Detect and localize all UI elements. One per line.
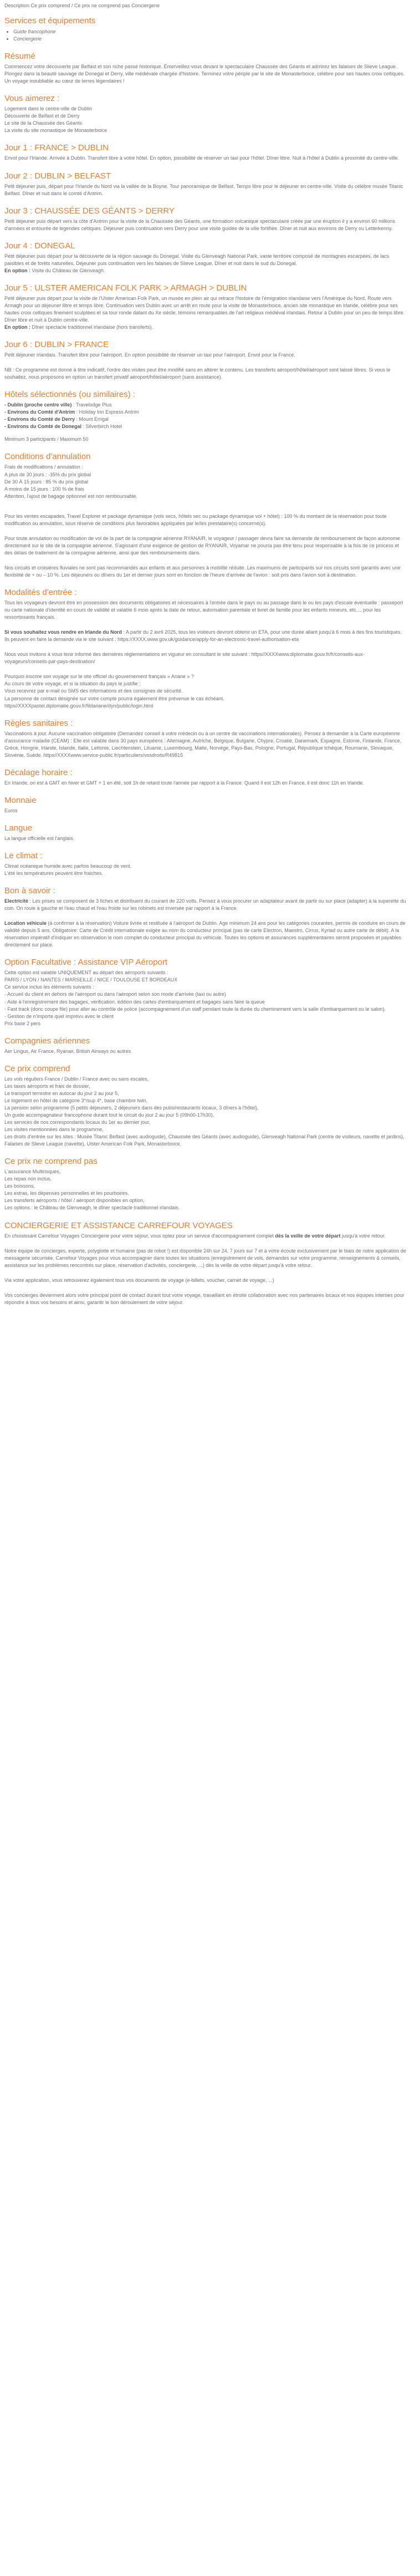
horaire-title: Décalage horaire :	[4, 767, 73, 777]
concierge-title: CONCIERGERIE ET ASSISTANCE CARREFOUR VOYAGES	[4, 1220, 233, 1230]
necomprend-list	[4, 1168, 407, 1211]
nb-text: NB : Ce programme est donné à titre indicatif, l'ordre des visites peut être modifié sans en altérer le contenu. Les transferts aéroport/hôtel/aéroport sont laissé libres. Si vous le souhaitez, nous proposons en option un transfert privatif aéroport/hôtel/aéroport (sans assistance).	[4, 367, 391, 380]
hotel-item	[4, 409, 407, 416]
concierge-intro	[4, 1233, 407, 1240]
attend-item: Le site de la Chaussée des Géants	[4, 120, 83, 126]
day-1-text: Envol pour l'Irlande. Arrivée à Dublin. Transfert libre à votre hôtel. En option, possibilité de réserver un taxi pour l'hôtel. Dîner libre. Nuit à l'hôtel à Dublin à proximité du centre-ville.	[4, 155, 399, 161]
concierge-intro-b: jusqu'à votre retour.	[340, 1233, 386, 1239]
comprend-item: Les services de nos correspondants locaux du 1er au dernier jour,	[4, 1119, 151, 1126]
langue-text: La langue officielle est l'anglais.	[4, 835, 75, 841]
concierge-contact: Vos concierges deviennent alors votre principal point de contact durant tout votre voyage, travaillant en étroite collaboration avec nos partenaires locaux et nos équipes internes pour répondre à tous vos besoins et ainsi, garantir le bon déroulement de votre séjour.	[4, 1292, 404, 1305]
concierge-intro-a: En choisissant Carrefour Voyages Conciergerie pour votre séjour, vous optez pour un service d'accompagnement complet	[4, 1233, 275, 1239]
concierge-app: Via votre application, vous retrouverez également tous vos documents de voyage (e-billets, voucher, carnet de voyage, ...)	[4, 1277, 274, 1283]
vip-line: - Accueil du client en dehors de l'aéroport ou dans l'aéroport selon son mode d'arrivée (taxi ou autre)	[4, 991, 226, 997]
vip-line: Cette option est valable UNIQUEMENT au départ des aéroports suivants :	[4, 970, 168, 976]
comprend-item: Un guide accompagnateur francophone durant tout le circuit du jour 2 au jour 5 (09h00-17h30),	[4, 1112, 214, 1118]
hotel-item	[4, 416, 407, 423]
location-text: (à confirmer à la réservation) Voiture livrée et restituée à l'aéroport de Dublin. Age minimum 24 ans pour les catégories courantes, permis de conduire en cours de validité depuis 5 ans. Obligatoire: Carte de Crédit internationale exigée au nom du conducteur principal (pas de carte Electron, Maestro, Cirrus, Kyriad ou autre carte de débit). A la réservation impératif d'indiquer en observation le nom complet du conducteur principal du véhicule. Toutes les options et assurances supplémentaires seront proposées et payables directement sur place.	[4, 920, 406, 948]
vip-line: - Aide à l'enregistrement des bagages, vérification, édition des cartes d'embarquement et bagages sans faire la queue	[4, 999, 265, 1005]
comprend-list	[4, 1076, 407, 1148]
comprend-item: Les taxes aéroports et frais de dossier,	[4, 1083, 90, 1089]
vip-text	[4, 969, 407, 1027]
entree-eta-text: : A partir du 2 avril 2025, tous les visiteurs devront obtenir un ETA, pour une durée allant jusqu'à 6 mois à des fins touristiques. Ils peuvent en faire la demande via le site suivant : https://XXXX.www.gov.uk/guidance/apply-for-an-electronic-travel-authorisation-eta	[4, 629, 402, 643]
location-label: Location véhicule	[4, 920, 47, 926]
day-2-title: Jour 2 : DUBLIN > BELFAST	[4, 171, 111, 181]
day-2-text: Petit déjeuner puis, départ pour l'Irlande du Nord via la vallée de la Boyne. Tour panoramique de Belfast. Temps libre pour le déjeuner en centre-ville. Visite du célèbre musée Titanic Belfast. Dîner et nuit dans le comté d'Antrim.	[4, 183, 403, 196]
day-4-option-text: Visite du Château de Glenveagh.	[30, 267, 105, 273]
hotel-name: : Holiday Inn Express Antrim	[75, 409, 139, 415]
resume-text: Commencez votre découverte par Belfast et son riche passé historique. Émerveillez-vous devant le spectaculaire Chaussée des Géants et admirez les falaises de Slieve League. Plongez dans la beauté sauvage de Donegal et Derry, ville médiévale chargée d'histoire. Terminez votre périple par le site de Monasterboice, célèbre pour ses hautes croix celtiques. Un voyage inoubliable au cœur de terres légendaires !	[4, 64, 405, 84]
necomprend-item: Les repas non inclus,	[4, 1176, 52, 1182]
compagnies-title: Compagnies aériennes	[4, 1036, 90, 1046]
sante-title: Règles sanitaires :	[4, 718, 73, 728]
day-5-option-label: En option :	[4, 324, 30, 330]
day-1-title: Jour 1 : FRANCE > DUBLIN	[4, 143, 109, 153]
attend-list	[4, 105, 407, 134]
conditions-line: A plus de 30 jours : -35% du prix global	[4, 471, 91, 477]
comprend-item: Les vols réguliers France / Dublin / France avec ou sans escales,	[4, 1076, 149, 1082]
monnaie-title: Monnaie	[4, 795, 37, 805]
conditions-ryanair: Pour toute annulation ou modification de vol de la part de la compagnie aérienne RYANAIR, le voyageur / passager devra faire sa demande de remboursement de façon autonome directement sur le site de la compagnie aérienne. S'agissant d'une exigence de gestion de RYANAIR, Voyamar ne pourra pas être tenu pour responsable à la fois de ce process et des délais de traitement de la compagnie aérienne, ainsi que des remboursements dans.	[4, 535, 400, 556]
participants-text: Minimum 3 participants / Maximum 50	[4, 436, 89, 442]
entree-eta-label: Si vous souhaitez vous rendre en Irlande du Nord	[4, 629, 122, 635]
resume-title: Résumé	[4, 52, 35, 62]
day-4-option-label: En option :	[4, 267, 30, 273]
attend-item: Découverte de Belfast et de Derry	[4, 113, 80, 119]
services-item: • Conciergerie	[13, 35, 407, 43]
necomprend-item: Les options : le Château de Glenveagh, le dîner spectacle traditionnel irlandais.	[4, 1205, 180, 1211]
attend-item: La visite du site monastique de Monasterboice	[4, 128, 107, 134]
hotel-name: : Silverbirch Hotel	[81, 424, 122, 430]
necomprend-item: Les extras, les dépenses personnelles et les pourboires,	[4, 1190, 129, 1197]
comprend-item: La pension selon programme (5 petits déjeuners, 2 déjeuners dans des pubs/restaurants locaux, 3 dîners à l'hôtel),	[4, 1104, 259, 1111]
concierge-team: Notre équipe de concierges, experte, polyglotte et humaine (pas de robot !) est disponible 24h sur 24, 7 jours sur 7 et à votre écoute exclusivement par le biais de notre application de messagerie sécurisée, Carrefour Voyages pour vous accompagner dans toutes les situations (enregistrement de vols, demandes sur votre programme, renseignements & conseils, assistance sur les problèmes rencontrés sur place, réservation d'activités, conciergerie, ...) dès la veille de votre départ jusqu'à votre retour.	[4, 1248, 406, 1268]
day-6-text: Petit déjeuner irlandais. Transfert libre pour l'aéroport. En option possibilité de réserver un taxi pour l'aéroport. Envol pour la France.	[4, 352, 295, 358]
conditions-line: Frais de modifications / annulation :	[4, 464, 83, 470]
attend-title: Vous aimerez :	[4, 94, 60, 104]
climat-text	[4, 863, 407, 877]
necomprend-item: Les transferts aéroports / hôtel / aéroport disponibles en option,	[4, 1198, 145, 1204]
hotel-location: - Environs du Comté de Donegal	[4, 424, 82, 430]
hotels-title: Hôtels sélectionnés (ou similaires) :	[4, 390, 135, 400]
conditions-packages: Pour les ventes escapades, Travel Explorer et package dynamique (vols secs, hôtels sec ou package dynamique vol + hôtel) : 100 % du montant de la réservation pour toute modification ou annulation, sous réserve de conditions plus favorables appliquées par le/les prestataire(s) concerné(s).	[4, 513, 387, 526]
comprend-item: Les visites mentionnées dans le programme,	[4, 1127, 104, 1133]
vip-line: - Fast track (donc coupe file) pour aller au contrôle de police (accompagnement d'un staff pendant toute la durée du cheminement vers la salle d'embarquement ou le salon).	[4, 1006, 386, 1012]
vip-line: Prix base 2 pers	[4, 1020, 41, 1026]
day-5-text	[4, 295, 407, 331]
conditions-line: Attention, l'ajout de bagage optionnel est non remboursable.	[4, 493, 137, 499]
necomprend-item: Les boissons,	[4, 1183, 35, 1189]
comprend-item: Le logement en hôtel de catégorie 3*/sup 4*, base chambre twin,	[4, 1097, 148, 1103]
day-4-title: Jour 4 : DONEGAL	[4, 241, 75, 251]
day-4-body: Petit déjeuner puis départ pour la découverte de la région sauvage du Donegal. Visite du Glenveagh National Park, vaste territoire composé de montagnes escarpées, de lacs paisibles et de forêts naturelles. Déjeuner puis continuation vers les falaises de Slieve League. Dîner et nuit dans le sud du Donegal.	[4, 253, 390, 266]
comprend-title: Ce prix comprend	[4, 1063, 70, 1073]
comprend-item: Le transport terrestre en autocar du jour 2 au jour 5,	[4, 1090, 119, 1096]
vip-line: - Gestion de n'importe quel imprévu avec le client	[4, 1013, 114, 1019]
breadcrumb: Description Ce prix comprend / Ce prix ne comprend pas Conciergerie	[4, 3, 160, 8]
conditions-circuits: Nos circuits et croisières fluviales ne sont pas recommandés aux enfants et aux personnes à mobilité réduite. Les maximums de participants sur nos circuits sont garantis avec une flexibilité de + ou – 10 %. Les déjeuners ou dîners du 1er et dernier jours sont en fonction de l'heure d'arrivée de l'avion : soit pris dans l'avion soit à destination.	[4, 564, 401, 578]
conditions-fees	[4, 464, 407, 500]
vip-line: PARIS / LYON / NANTES / MARSEILLE / NICE / TOULOUSE ET BORDEAUX	[4, 977, 178, 983]
bonasavoir-title: Bon à savoir :	[4, 886, 55, 896]
day-5-option-text: Dîner spectacle traditionnel irlandaise (hors transferts).	[30, 324, 153, 330]
horaire-text: En Irlande, on est à GMT en hiver et GMT + 1 en été, soit 1h de retard toute l'année par rapport à la France. Quand il est 12h en France, il est donc 11h en Irlande.	[4, 780, 364, 786]
services-item: • Guide francophone	[13, 28, 407, 35]
day-6-title: Jour 6 : DUBLIN > FRANCE	[4, 340, 109, 350]
vip-line: Ce service inclus les éléments suivants :	[4, 984, 94, 990]
compagnies-text: Aer Lingus, Air France, Ryanair, British Airways ou autres	[4, 1048, 131, 1054]
necomprend-title: Ce prix ne comprend pas	[4, 1157, 98, 1167]
day-3-title: Jour 3 : CHAUSSÉE DES GÉANTS > DERRY	[4, 206, 175, 216]
day-5-title: Jour 5 : ULSTER AMERICAN FOLK PARK > ARMAGH > DUBLIN	[4, 283, 247, 293]
entree-documents: Tous les voyageurs devront être en possession des documents obligatoires et nécessaires à l'entrée dans le pays ou au passage dans le ou les pays d'escale éventuelle : passeport ou carte nationale d'identité en cours de validité et valable 6 mois après la date de retour, autorisation parentale et livret de famille pour les enfants mineurs, etc..., pour les ressortissants français.	[4, 600, 403, 620]
services-title: Services et équipements	[4, 16, 96, 26]
electricite-text: : Les prises se composent de 3 fiches et distribuent du courant de 220 volts. Pensez à vous procurer un adaptateur avant de partir ou sur place (adapter) à la superette du coin. On roule à gauche et l'eau chaud et l'eau froide sur les robinets est inversée par rapport à la France.	[4, 898, 406, 912]
ariane-link[interactable]: https//XXXXpastel.diplomatie.gouv.fr/fildariane/dyn/public/login.html	[4, 702, 153, 709]
conditions-title: Conditions d'annulation	[4, 452, 91, 462]
vip-title: Option Facultative : Assistance VIP Aéroport	[4, 958, 168, 968]
entree-ariane	[4, 673, 407, 709]
hotels-list	[4, 401, 407, 430]
day-3-text: Petit déjeuner puis départ vers la côte d'Antrim pour la visite de la Chaussée des Géants, une formation volcanique spectaculaire créée par une éruption il y a environ 60 millions d'années et entourée de légendes celtiques. Déjeuner puis continuation vers Derry pour une visite guidée de la ville fortifiée. Dîner et nuit aux environs de Derry ou Letterkenny.	[4, 218, 396, 231]
necomprend-item: L'assurance Multirisques,	[4, 1169, 61, 1175]
ariane-line: La personne de contact désignée sur votre compte pourra également être prévenue le cas échéant.	[4, 695, 224, 701]
conditions-line: De 30 À 15 jours : 85 % du prix global	[4, 478, 89, 485]
bonasavoir-electricite	[4, 898, 407, 912]
hotel-name: : Travelodge Plus	[71, 402, 112, 408]
langue-title: Langue	[4, 823, 33, 833]
entree-eta	[4, 629, 407, 643]
hotel-location: - Dublin (proche centre ville)	[4, 402, 72, 408]
services-list	[4, 28, 407, 43]
monnaie-text: Euros	[4, 807, 18, 813]
day-4-text	[4, 253, 407, 274]
concierge-intro-bold: dès la veille de votre départ	[275, 1233, 341, 1239]
hotel-location: - Environs du Comté d'Antrim	[4, 409, 75, 415]
ariane-line: Vous recevrez par e-mail ou SMS des informations et des consignes de sécurité.	[4, 688, 183, 694]
comprend-item: Les droits d'entrée sur les sites : Musée Titanic Belfast (avec audioguide), Chaussée des Géants (avec audioguide), Glenveagh National Park (centre de visiteurs, navette et jardins), Falaises de Slieve League (navette), Ulster American Folk Park, Monasterboice.	[4, 1134, 404, 1147]
climat-title: Le climat :	[4, 851, 43, 861]
hotel-location: - Environs du Comté de Derry	[4, 416, 75, 422]
climat-line: Climat océanique humide avec parfois beaucoup de vent.	[4, 863, 132, 869]
entree-info: Nous vous invitons à vous tenir informé des dernières réglementations en vigueur en consultant le site suivant : https//XXXXwww.diplomatie.gouv.fr/fr/conseils-aux-voyageurs/conseils-par-pays-destination/	[4, 651, 365, 665]
bonasavoir-location	[4, 920, 407, 949]
hotel-item	[4, 401, 407, 409]
entree-title: Modalités d'entrée :	[4, 588, 77, 598]
hotel-item	[4, 423, 407, 430]
ariane-line: Pourquoi inscrire son voyage sur le site officiel du gouvernement français « Ariane » ?	[4, 674, 194, 680]
climat-line: L'été les températures peuvent être fraiches.	[4, 870, 103, 876]
electricite-label: Electricité	[4, 898, 29, 904]
conditions-line: A moins de 15 jours : 100 % de frais	[4, 486, 85, 492]
sante-text: Vaccinations à jour. Aucune vaccination obligatoire (Demandez conseil à votre médecin ou à un centre de vaccinations internationales). Pensez à demander à la Carte européenne d'assurance maladie (CEAM) : Elle est valable dans 30 pays européens : Allemagne, Autriche, Belgique, Bulgarie, Chypre, Croatie, Danemark, Espagne, Estonie, Finlande, France, Grèce, Hongrie, Irlande, Islande, Italie, Lettonie, Liechtenstein, Lituanie, Luxembourg, Malte, Norvège, Pays-Bas, Pologne, Portugal, République tchèque, Roumanie, Slovaquie, Slovénie, Suède. https//XXXXwww.service-public.fr/particuliers/vosdroits/R49815	[4, 730, 402, 758]
attend-item: Logement dans le centre-ville de Dublin	[4, 106, 93, 112]
day-5-body: Petit déjeuner puis départ pour la visite de l'Ulster American Folk Park, un musée en plein air qui retrace l'histoire de l'émigration irlandaise vers l'Amérique du Nord. Route vers Armagh pour un déjeuner libre et temps libre. Continuation vers Dublin avec un arrêt en route pour la visite de Monasterboice, ancien site monastique en Irlande, célèbre pour ses hautes croix celtiques finement sculptées et sa tour ronde datant du Xe siècle, témoins remarquables de l'art religieux médiéval irlandais. Retour à Dublin pour un peu de temps libre. Dîner libre et nuit à Dublin centre-ville.	[4, 295, 405, 323]
ariane-line: Au cours de votre voyage, et si la situation du pays le justifie :	[4, 681, 141, 687]
hotel-name: : Mount Errigal	[75, 416, 109, 422]
